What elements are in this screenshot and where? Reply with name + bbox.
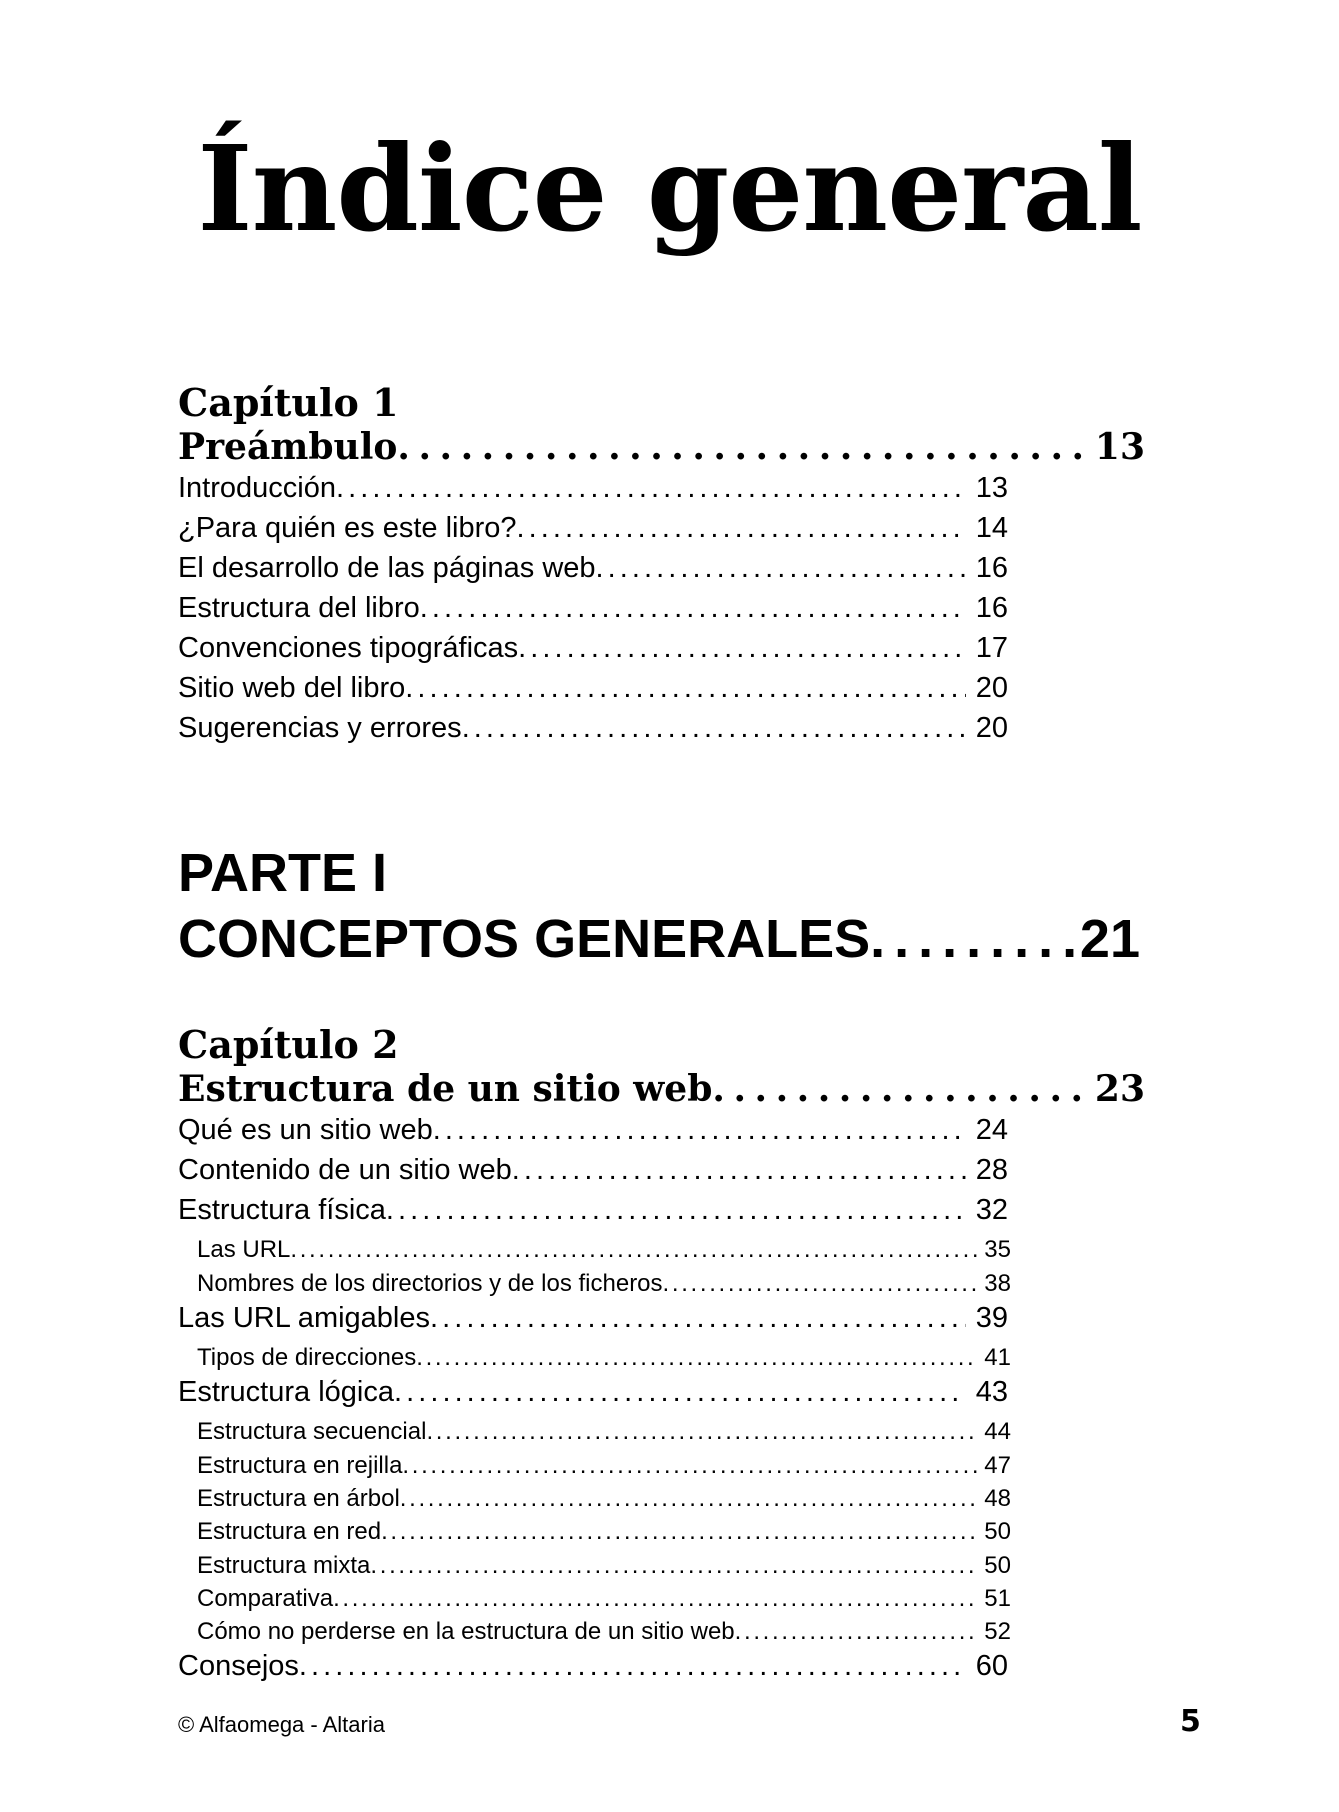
leader-dots [430,1302,966,1335]
toc-label: Estructura en red [197,1518,382,1545]
toc-subentry[interactable] [197,1518,1011,1546]
toc-page-number: 13 [1094,426,1145,468]
toc-label: Estructura en árbol [197,1485,400,1512]
leader-dots [381,1518,977,1546]
toc-page-number: 43 [975,1376,1008,1408]
leader-dots [397,426,1086,468]
toc-entry[interactable] [178,472,1008,505]
toc-page-number: 51 [984,1585,1011,1612]
toc-page-number: 48 [984,1485,1011,1512]
toc-part-1-title[interactable] [178,908,1140,970]
toc-page-number: 20 [975,672,1008,704]
toc-label: Preámbulo [178,426,398,468]
toc-label: Estructura mixta [197,1552,371,1579]
toc-label: El desarrollo de las páginas web [178,552,596,584]
toc-label: Convenciones tipográficas [178,632,519,664]
toc-page-number: 39 [975,1302,1008,1334]
toc-entry[interactable] [178,1650,1008,1683]
toc-page-number: 50 [984,1552,1011,1579]
toc-subentry[interactable] [197,1618,1011,1646]
leader-dots [290,1236,977,1264]
toc-page-number: 41 [984,1344,1011,1371]
leader-dots [405,672,966,705]
toc-page-number: 47 [984,1452,1011,1479]
leader-dots [386,1194,966,1227]
toc-page-number: 16 [975,592,1008,624]
toc-entry[interactable] [178,1302,1008,1335]
leader-dots [712,1068,1087,1110]
toc-subentry[interactable] [197,1344,1011,1372]
leader-dots [663,1270,977,1298]
toc-page-number: 32 [975,1194,1008,1226]
toc-entry[interactable] [178,512,1008,545]
toc-entry[interactable] [178,592,1008,625]
toc-label: Sitio web del libro [178,672,406,704]
chapter-1-label: Capítulo 1 [178,380,399,425]
toc-entry[interactable] [178,1154,1008,1187]
leader-dots [426,1418,977,1446]
toc-subentry[interactable] [197,1418,1011,1446]
toc-label: Estructura lógica [178,1376,394,1408]
leader-dots [462,712,966,745]
toc-label: Nombres de los directorios y de los ficheros [197,1270,663,1297]
leader-dots [333,1585,977,1613]
toc-page-number: 17 [975,632,1008,664]
toc-entry[interactable] [178,552,1008,585]
leader-dots [596,552,966,585]
toc-label: Las URL amigables [178,1302,430,1334]
toc-entry[interactable] [178,1114,1008,1147]
toc-label: Sugerencias y errores [178,712,462,744]
leader-dots [402,1452,977,1480]
part-1-label: PARTE I [178,843,388,903]
toc-subentry[interactable] [197,1552,1011,1580]
toc-page-number: 50 [984,1518,1011,1545]
toc-subentry[interactable] [197,1270,1011,1298]
toc-entry[interactable] [178,1376,1008,1409]
toc-page-number: 20 [975,712,1008,744]
toc-subentry[interactable] [197,1485,1011,1513]
toc-page-number: 14 [975,512,1008,544]
leader-dots [735,1618,977,1646]
footer-page-number: 5 [1180,1704,1201,1739]
toc-label: Introducción [178,472,336,504]
toc-page-number: 16 [975,552,1008,584]
toc-chapter-1-title[interactable] [178,426,1145,468]
chapter-2-label: Capítulo 2 [178,1022,399,1067]
toc-label: Estructura física [178,1194,386,1226]
leader-dots [370,1552,977,1580]
toc-page-number: 52 [984,1618,1011,1645]
toc-label: Tipos de direcciones [197,1344,417,1371]
page-title: Índice general [197,119,1142,258]
toc-entry[interactable] [178,672,1008,705]
toc-label: Consejos [178,1650,299,1682]
leader-dots [416,1344,977,1372]
toc-page-number: 60 [975,1650,1008,1682]
toc-label: Estructura en rejilla [197,1452,403,1479]
toc-page-number: 38 [984,1270,1011,1297]
toc-entry[interactable] [178,632,1008,665]
toc-label: Contenido de un sitio web [178,1154,512,1186]
toc-label: Las URL [197,1236,291,1263]
toc-label: Cómo no perderse en la estructura de un sitio web [197,1618,735,1645]
toc-page-number: 35 [984,1236,1011,1263]
toc-label: Comparativa [197,1585,334,1612]
toc-page-number: 21 [1079,909,1140,969]
toc-page-number: 28 [975,1154,1008,1186]
leader-dots [299,1650,966,1683]
toc-subentry[interactable] [197,1452,1011,1480]
leader-dots [512,1154,966,1187]
leader-dots [400,1485,977,1513]
leader-dots [518,632,966,665]
toc-label: CONCEPTOS GENERALES [178,909,871,969]
toc-page-number: 23 [1094,1068,1145,1110]
leader-dots [336,472,966,505]
toc-label: Estructura de un sitio web [178,1068,713,1110]
footer-copyright: © Alfaomega - Altaria [178,1712,385,1737]
leader-dots [420,592,966,625]
toc-label: Estructura del libro [178,592,420,624]
toc-entry[interactable] [178,1194,1008,1227]
toc-page-number: 13 [975,472,1008,504]
toc-page-number: 44 [984,1418,1011,1445]
leader-dots [870,908,1080,970]
leader-dots [433,1114,966,1147]
toc-chapter-2-title[interactable] [178,1068,1145,1110]
toc-label: Qué es un sitio web [178,1114,433,1146]
leader-dots [394,1376,966,1409]
leader-dots [517,512,966,545]
toc-entry[interactable] [178,712,1008,745]
toc-subentry[interactable] [197,1236,1011,1264]
toc-label: ¿Para quién es este libro? [178,512,517,544]
toc-page-number: 24 [975,1114,1008,1146]
toc-label: Estructura secuencial [197,1418,427,1445]
toc-subentry[interactable] [197,1585,1011,1613]
